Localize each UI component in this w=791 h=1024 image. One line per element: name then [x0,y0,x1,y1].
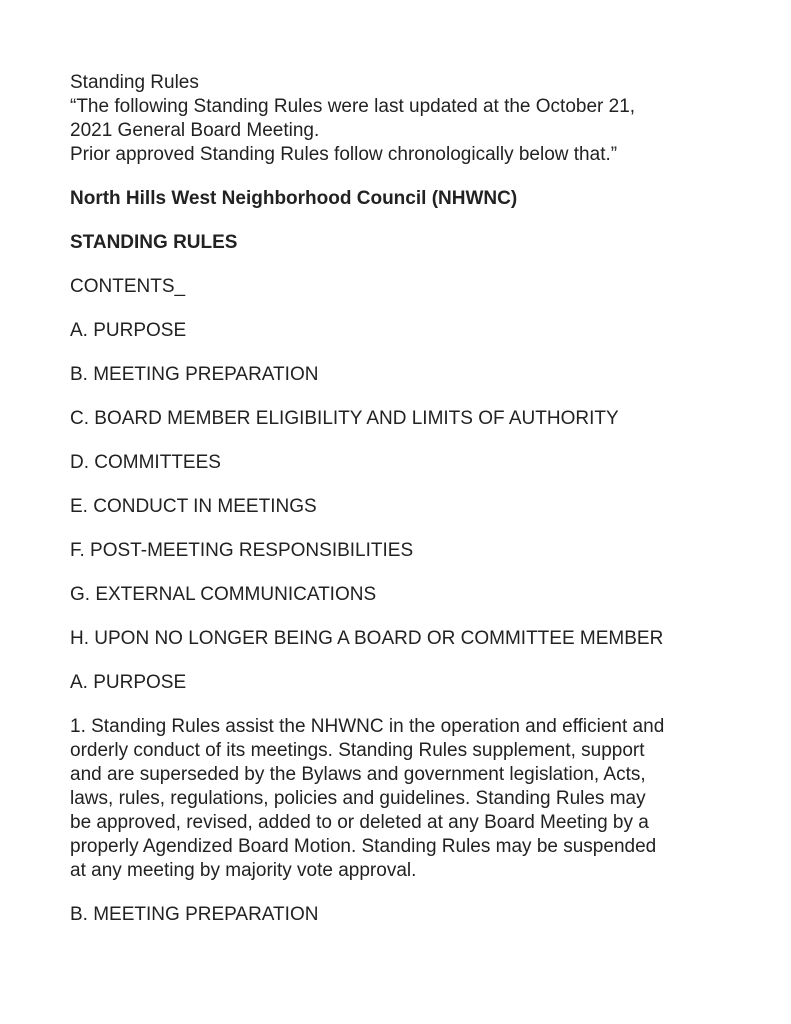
paragraph-line: and are superseded by the Bylaws and government legislation, Acts, [70,764,646,785]
paragraph-line: orderly conduct of its meetings. Standing Rules supplement, support [70,740,645,761]
contents-heading: CONTENTS_ [70,276,186,297]
paragraph-line: be approved, revised, added to or deleted at any Board Meeting by a [70,812,649,833]
contents-list [70,319,730,651]
contents-item: E. CONDUCT IN MEETINGS [70,496,317,517]
paragraph-line: properly Agendized Board Motion. Standing Rules may be suspended [70,836,657,857]
section-a-heading: A. PURPOSE [70,672,187,693]
doc-title: STANDING RULES [70,232,238,253]
paragraph-line: laws, rules, regulations, policies and guidelines. Standing Rules may [70,788,646,809]
contents-item: G. EXTERNAL COMMUNICATIONS [70,584,377,605]
paragraph-line: 1. Standing Rules assist the NHWNC in the operation and efficient and [70,716,665,737]
contents-item: C. BOARD MEMBER ELIGIBILITY AND LIMITS OF AUTHORITY [70,408,619,429]
section-b-heading: B. MEETING PREPARATION [70,904,319,925]
document-page [70,71,730,927]
contents-item: D. COMMITTEES [70,452,221,473]
header-block [70,71,730,167]
contents-item: F. POST-MEETING RESPONSIBILITIES [70,540,414,561]
contents-item: B. MEETING PREPARATION [70,364,319,385]
paragraph-line: at any meeting by majority vote approval. [70,860,417,881]
contents-item: H. UPON NO LONGER BEING A BOARD OR COMMITTEE MEMBER [70,628,664,649]
header-note-line: 2021 General Board Meeting. [70,120,320,141]
header-note-line: “The following Standing Rules were last updated at the October 21, [70,96,636,117]
section-a-paragraph [70,715,730,883]
contents-item: A. PURPOSE [70,320,187,341]
header-note-line: Prior approved Standing Rules follow chronologically below that.” [70,144,618,165]
org-title: North Hills West Neighborhood Council (NHWNC) [70,188,518,209]
header-title: Standing Rules [70,72,199,93]
